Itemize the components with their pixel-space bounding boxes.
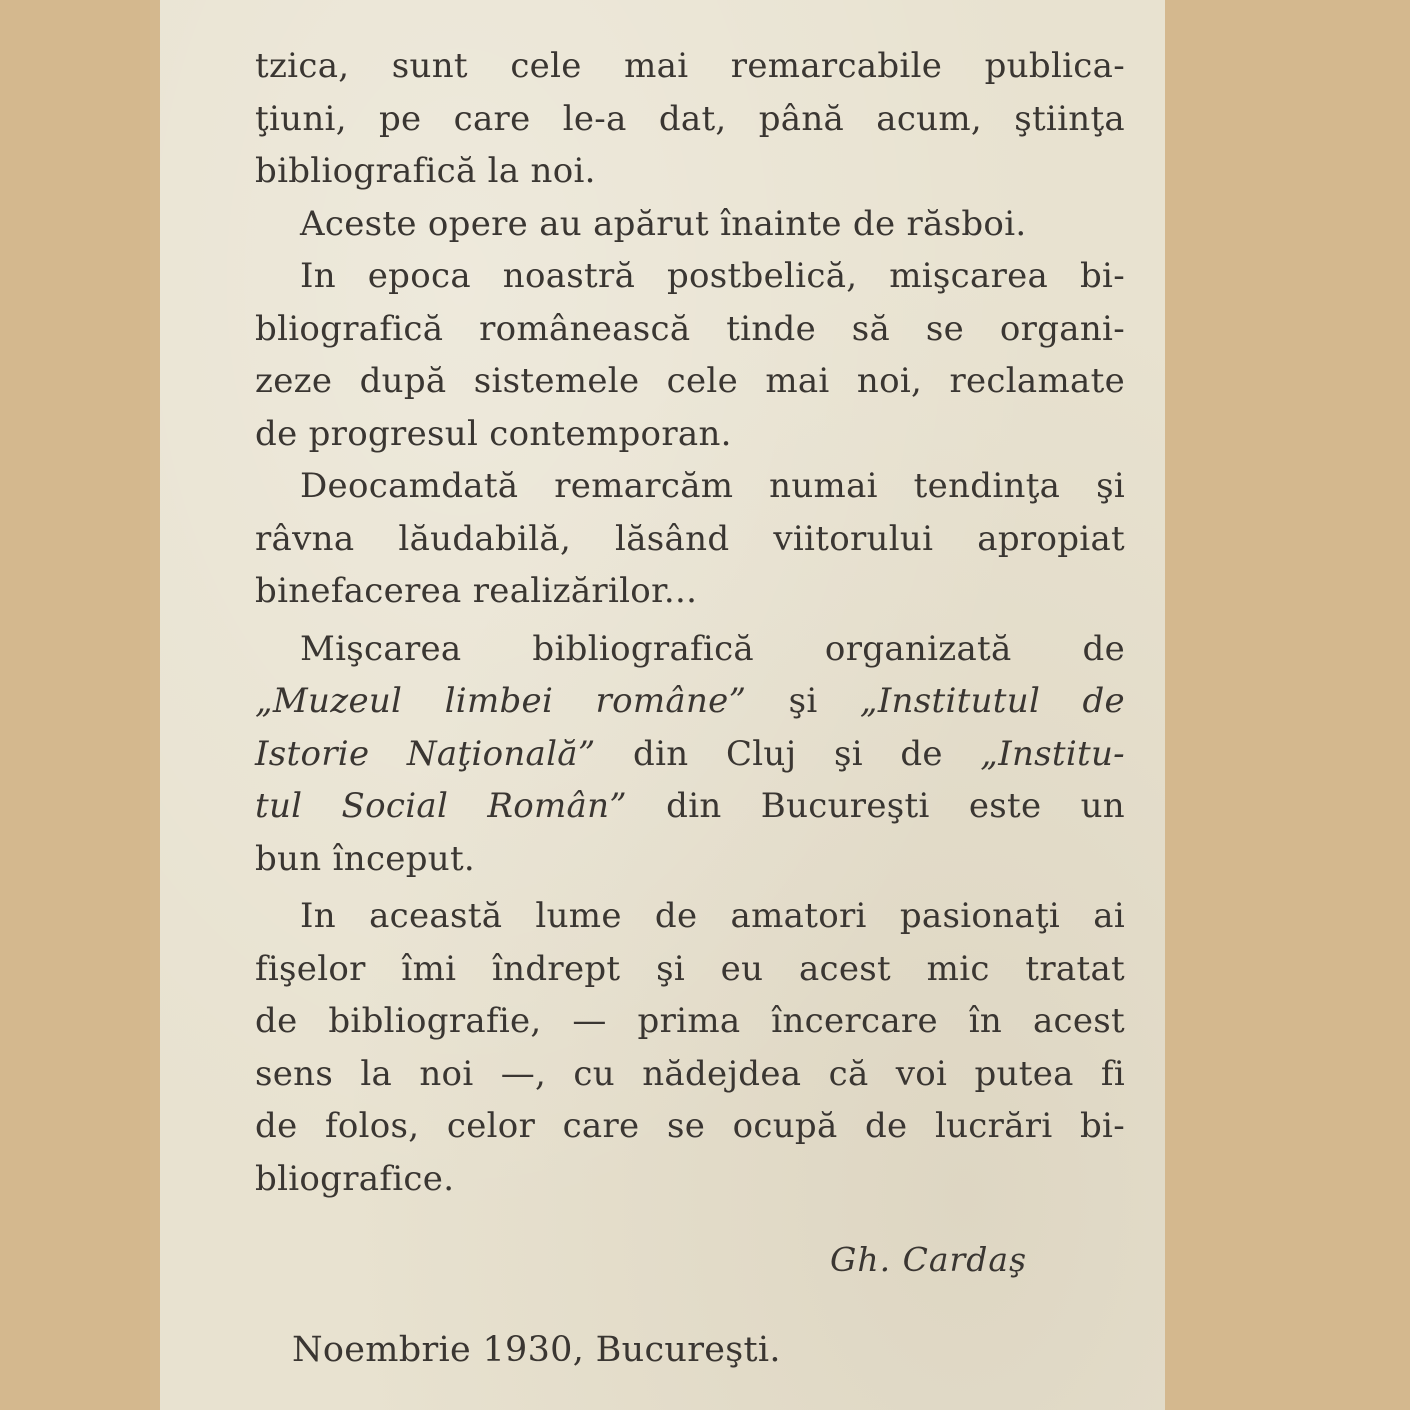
text-line: Deocamdată remarcăm numai tendinţa şi	[300, 466, 1125, 506]
text-span: din Cluj şi de	[595, 733, 981, 774]
text-line	[255, 780, 1125, 833]
body-text	[255, 40, 1125, 1205]
text-line: bliografică românească tinde să se organi-	[255, 308, 1125, 349]
text-line: ţiuni, pe care le-a dat, până acum, ştiinţa	[255, 98, 1125, 139]
text-line: binefacerea realizărilor...	[255, 571, 698, 611]
dateline: Noembrie 1930, Bucureşti.	[292, 1330, 781, 1370]
italic-title: Istorie Naţională”	[255, 733, 596, 774]
text-line: de bibliografie, — prima încercare în acest	[255, 1001, 1125, 1041]
text-line: Mişcarea bibliografică organizată de	[300, 628, 1125, 669]
text-line: fişelor îmi îndrept şi eu acest mic tratat	[255, 948, 1125, 989]
paragraph-4	[255, 460, 1125, 618]
text-line: In epoca noastră postbelică, mişcarea bi-	[300, 256, 1125, 296]
italic-title: „Institutul de	[859, 681, 1125, 721]
text-line: bliografice.	[255, 1158, 455, 1199]
text-span: din Bucureşti este un	[626, 786, 1125, 826]
text-line: de progresul contemporan.	[255, 413, 732, 454]
italic-title: tul Social Român”	[255, 786, 627, 826]
text-line: tzica, sunt cele mai remarcabile publica-	[255, 46, 1125, 86]
book-page	[160, 0, 1165, 1410]
text-line	[255, 728, 1125, 781]
paragraph-1	[255, 40, 1125, 198]
text-line	[255, 675, 1125, 728]
text-line: Aceste opere au apărut înainte de răsboi.	[300, 203, 1027, 244]
paragraph-3	[255, 250, 1125, 460]
italic-title: „Institu-	[980, 733, 1125, 774]
text-line: de folos, celor care se ocupă de lucrări bi-	[255, 1106, 1125, 1146]
text-line: sens la noi —, cu nădejdea că voi putea fi	[255, 1053, 1125, 1094]
text-line: bun început.	[255, 838, 476, 879]
italic-title: „Muzeul limbei române”	[255, 681, 747, 721]
text-line: râvna lăudabilă, lăsând viitorului apropiat	[255, 518, 1125, 559]
paragraph-2	[255, 198, 1125, 251]
paragraph-5	[255, 623, 1125, 886]
text-span: şi	[746, 681, 860, 721]
text-line: bibliografică la noi.	[255, 151, 596, 191]
text-line: In această lume de amatori pasionaţi ai	[300, 896, 1125, 936]
paragraph-6	[255, 890, 1125, 1205]
text-line: zeze după sistemele cele mai noi, reclamate	[255, 361, 1125, 401]
author-signature: Gh. Cardaş	[830, 1240, 1028, 1279]
